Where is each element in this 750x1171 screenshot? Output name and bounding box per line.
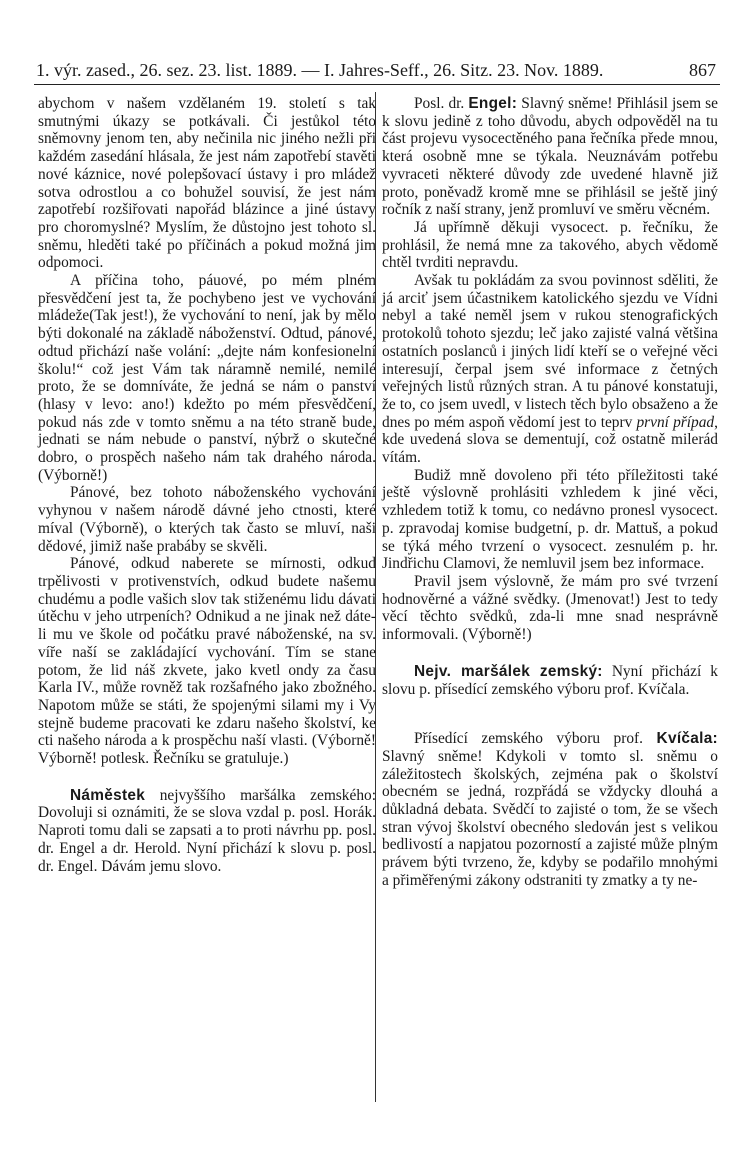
speaker-name: Engel: — [468, 95, 518, 112]
page-number: 867 — [689, 60, 716, 80]
speaker-paragraph — [382, 730, 718, 889]
left-column — [38, 95, 376, 875]
paragraph: Pánové, odkud naberete se mírnosti, odkud trpělivosti v protivenstvích, odkud budete našemu chudému a podle vašich slov tak stiženému lidu dávati útěchu v jeho utrpeních? Odnikud a ne jinak než dáte-li mu ve škole od počátku pravé náboženské, na sv. víře naší se zakládající vychování. Tím se stane potom, že lid náš zkvete, jako kvetl ondy za času Karla IV., může rovněž tak rozšafného jako zbožného. Napotom může se státi, že spojenými silami my i Vy stejně budeme pracovati ke zdaru našeho školství, ke cti našeho národa a k prospěchu naší vlasti. (Výborně! Výborně! potlesk. Řečníku se gratuluje.) — [38, 555, 376, 768]
paragraph — [382, 573, 718, 644]
paragraph: Já upřímně děkuji vysocect. p. řečníku, že prohlásil, že nemá mne za takového, abych vědomě chtěl tvrditi nepravdu. — [382, 218, 718, 272]
speaker-name: Kvíčala: — [656, 730, 718, 748]
header-rule — [34, 84, 720, 85]
speaker-name: Nejv. maršálek zemský: — [414, 662, 603, 680]
speaker-paragraph — [382, 663, 718, 698]
text-run: Pravil jsem výslovně, že mám pro své tvrzení hodnověrné a vážné svědky. (Jmenovat!) Jest to tedy věcí těchto svědků, zda-li mne snad — [382, 572, 718, 626]
speaker-name: Náměstek — [70, 786, 146, 804]
paragraph: Pánové, bez tohoto náboženského vychování vyhynou v našem národě dávné jeho ctnosti, které míval (Výborně), o kterých tak často se mluví, naši dědové, jimiž naše prabáby se skvěli. — [38, 484, 376, 555]
speech-text: Slavný sněme! Kdykoli v tomto sl. sněmu o záležitostech školských, zejména pak o školství obecném se jedná, rozpřádá se vždycky dlouhá a důkladná debata. Svědčí to zajisté o tom, že se všech stran vývoj školství obecného sledován jest s velikou bedlivostí a napjatou pozorností a zajisté může plným právem býti tvrzeno, že, kdyby se podařilo mnohými a přiměřenými zákony odstraniti ty zmatky a ty ne- — [382, 747, 718, 889]
paragraph: Budiž mně dovoleno při této příležitosti také ještě výslovně prohlásiti vzhledem k jiné věci, vzhledem totiž k tomu, co nedávno pronesl vysocect. p. zpravodaj komise budgetní, p. dr. Mattuš, a pokud se týká mého tvrzení o vysocect. zesnulém p. hr. Jindřichu Clamovi, že nemluvil jsem bez informace. — [382, 466, 718, 573]
speaker-title: Přísedící zemského výboru prof. — [414, 730, 644, 748]
speaker-paragraph — [382, 95, 718, 219]
paragraph — [382, 272, 718, 467]
paragraph: abychom v našem vzdělaném 19. století s tak smutnými úkazy se potkávali. Či jestůkol této sněmovny jenom ten, aby nečinila nic jiného nežli při každém zasedání hlásala, že jest nám zapotřebí stavěti nové káznice, nové polepšovací ústavy i pro mládež sotva odrostlou a co bohužel souvisí, že jest nám zapotřebí rozšiřovati napořád blázince a jiné ústavy pro choromyslné? Myslím, že důstojno jest tohoto sl. sněmu, hleděti také po příčinách a pokud možná jim odpomoci. — [38, 95, 376, 272]
emphasis: první případ — [636, 413, 715, 431]
page-header — [36, 60, 716, 86]
speech-text: Nyní přichází k slovu p. přísedící zemského výboru prof. Kvíčala. — [382, 662, 718, 698]
text-run: Avšak tu pokládám za svou povinnost sděliti, že já arciť jsem účastnikem katolického sjezdu ve Vídni nebyl a také neměl jsem v rukou stenografických protokolů tohoto sjezdu; leč jako zajisté valná většina ostatních poslanců i jiných lidí kteří se o veřejné věci interesují, čerpal jsem své informace z četných veřejných listů různých stran. A tu pánové konstatuji, že to, co jsem uvedl, v listech těch bylo obsaženo a že dnes po mém aspoň vědomí jest to teprv — [382, 272, 718, 431]
running-head: 1. výr. zased., 26. sez. 23. list. 1889. — I. Jahres-Seff., 26. Sitz. 23. Nov. 1889. — [36, 60, 604, 80]
speaker-title: Posl. dr. — [414, 95, 465, 112]
paragraph: A příčina toho, páuové, po mém plném přesvědčení jest ta, že pochybeno jest ve vychování mládeže(Tak jest!), že vychování to není, jak by mělo býti dokonalé na základě náboženství. Odtud, pánové, odtud přichází naše volání: „dejte nám konfesionelní školu!“ což jest Vám tak náramně nemilé, nemilé proto, že se domníváte, že jedná se nám o panství (hlasy v levo: ano!) kdežto po mém přesvědčení, pokud nás zde v tomto sněmu a na této straně bude, jednati se nám nebude o panství, nýbrž o skutečné dobro, o prospěch našeho nám tak drahého národa. (Výborně!) — [38, 272, 376, 484]
text-run: , kde uvedená slova se dementují, což ostatně milerád vítám. — [382, 413, 718, 467]
speech-text: Slavný sněme! Přihlásil jsem se k slovu jedině z toho důvodu, abych odpověděl na tu část projevu vysocectěného pana řečníka přede mnou, která osobně mne se týkala. Neuznávám potřebu vyvraceti některé důvody zde uvedené hlavně již proto, poněvadž kromě mne se přihlásil se ještě jiný ročník z naší strany, jenž promluví ve směru věcném. — [382, 95, 718, 219]
speaker-paragraph — [38, 787, 376, 876]
speech-text: nejvyššího maršálka zemského: Dovoluji si oznámiti, že se slova vzdal p. posl. Horák. Naproti tomu dali se zapsati a to proti návrhu pp. posl. dr. Engel a dr. Herold. Nyní přichází k slovu p. posl. dr. Engel. Dávám jemu slovo. — [38, 786, 376, 875]
right-column — [382, 95, 718, 890]
text-run: nesprávně informovali. (Výborně!) — [382, 608, 718, 644]
